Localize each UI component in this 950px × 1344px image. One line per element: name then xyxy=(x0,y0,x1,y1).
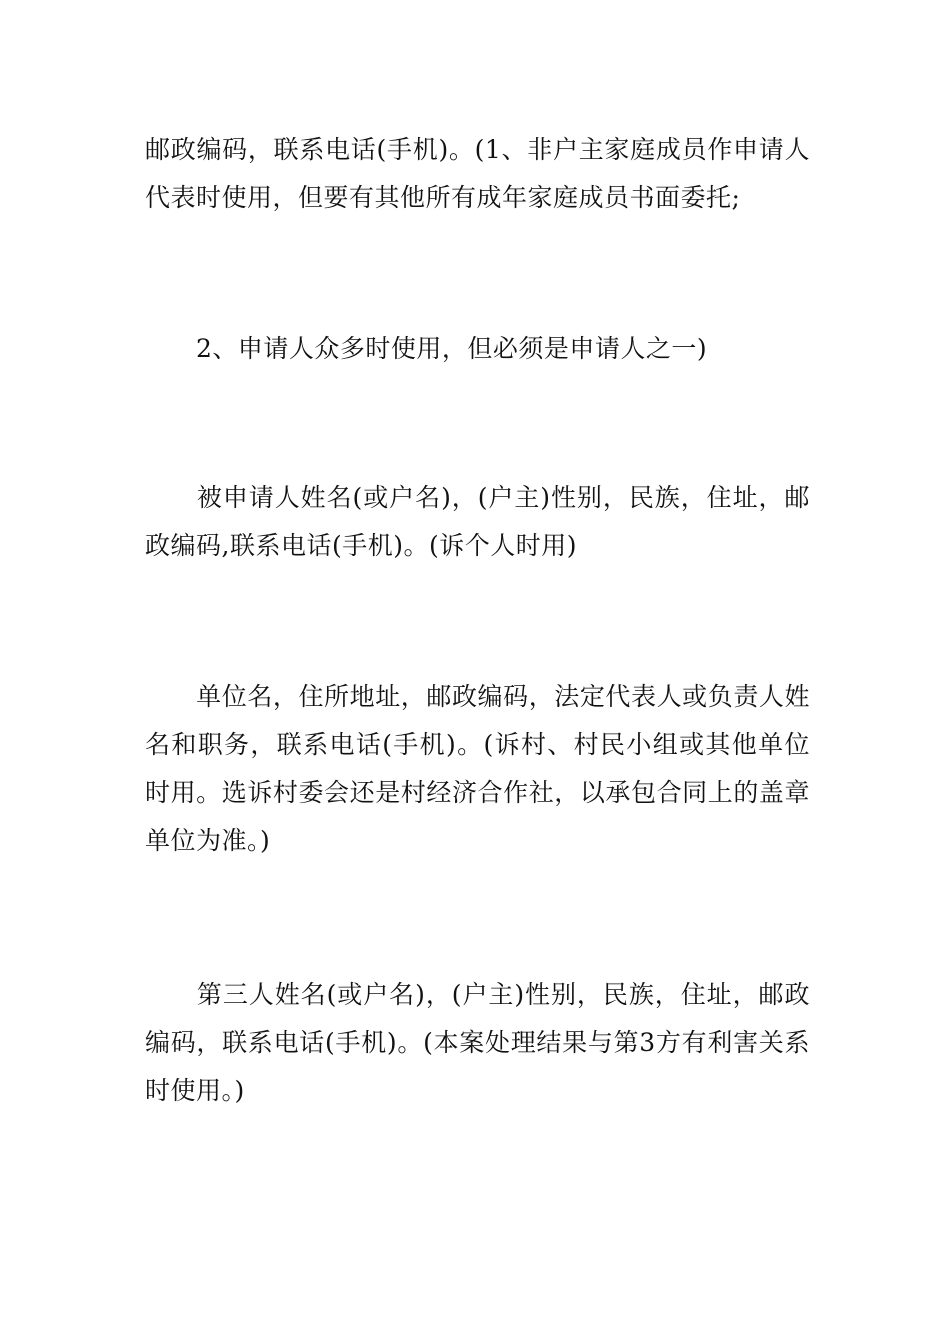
paragraph-respondent-organization: 单位名，住所地址，邮政编码，法定代表人或负责人姓名和职务，联系电话(手机)。(诉村、村民小组或其他单位时用。选诉村委会还是村经济合作社，以承包合同上的盖章单位为准。) xyxy=(145,682,810,855)
paragraph-respondent-individual: 被申请人姓名(或户名)，(户主)性别，民族，住址，邮政编码,联系电话(手机)。(诉个人时用) xyxy=(145,483,810,560)
paragraph-third-party: 第三人姓名(或户名)，(户主)性别，民族，住址，邮政编码，联系电话(手机)。(本案处理结果与第3方有利害关系时使用。) xyxy=(145,980,810,1105)
paragraph-multiple-applicants: 2、申请人众多时使用，但必须是申请人之一) xyxy=(145,334,708,363)
paragraph-applicant-representative: 邮政编码，联系电话(手机)。(1、非户主家庭成员作申请人代表时使用，但要有其他所有成年家庭成员书面委托; xyxy=(145,135,810,212)
